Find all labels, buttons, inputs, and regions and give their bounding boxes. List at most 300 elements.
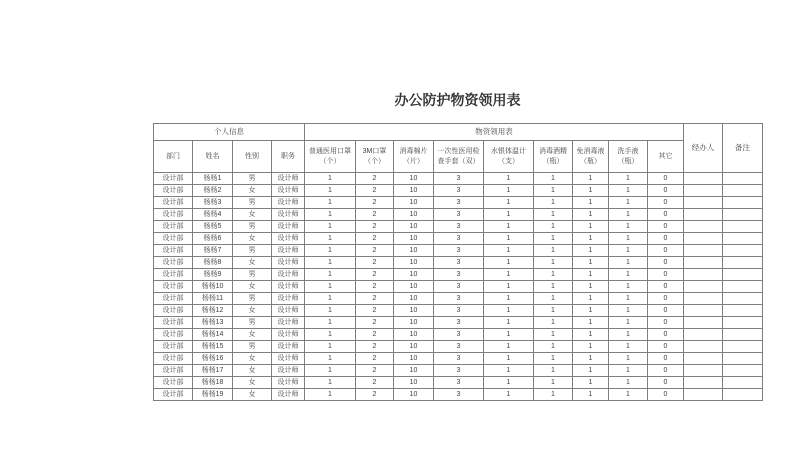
cell-alcohol: 1 [534, 377, 573, 389]
table-row [154, 209, 763, 221]
cell-exam-gloves: 3 [434, 245, 484, 257]
cell-note [723, 365, 763, 377]
column-header-handler: 经办人 [684, 124, 723, 173]
cell-no-rinse-sanitizer: 1 [573, 221, 609, 233]
group-header-personal-info: 个人信息 [154, 124, 305, 141]
cell-department: 设计部 [154, 329, 193, 341]
cell-disinfectant-wipe: 10 [394, 377, 434, 389]
table-row [154, 317, 763, 329]
cell-disinfectant-wipe: 10 [394, 305, 434, 317]
cell-exam-gloves: 3 [434, 257, 484, 269]
cell-handwash: 1 [609, 365, 648, 377]
cell-handwash: 1 [609, 317, 648, 329]
cell-thermometer: 1 [484, 305, 534, 317]
cell-mask-regular: 1 [305, 173, 356, 185]
cell-handler [684, 173, 723, 185]
cell-note [723, 245, 763, 257]
cell-alcohol: 1 [534, 197, 573, 209]
cell-mask-3m: 2 [356, 197, 394, 209]
cell-name: 杨杨1 [193, 173, 233, 185]
cell-exam-gloves: 3 [434, 305, 484, 317]
cell-alcohol: 1 [534, 281, 573, 293]
table-row [154, 377, 763, 389]
cell-mask-regular: 1 [305, 233, 356, 245]
cell-mask-regular: 1 [305, 353, 356, 365]
cell-department: 设计部 [154, 233, 193, 245]
cell-handwash: 1 [609, 353, 648, 365]
cell-handler [684, 269, 723, 281]
cell-name: 杨杨5 [193, 221, 233, 233]
table-row [154, 329, 763, 341]
cell-disinfectant-wipe: 10 [394, 353, 434, 365]
cell-gender: 女 [233, 389, 272, 401]
cell-gender: 男 [233, 221, 272, 233]
cell-name: 杨杨10 [193, 281, 233, 293]
cell-alcohol: 1 [534, 185, 573, 197]
cell-gender: 男 [233, 245, 272, 257]
cell-gender: 女 [233, 281, 272, 293]
cell-handler [684, 341, 723, 353]
cell-alcohol: 1 [534, 353, 573, 365]
cell-mask-regular: 1 [305, 377, 356, 389]
cell-alcohol: 1 [534, 269, 573, 281]
cell-name: 杨杨3 [193, 197, 233, 209]
cell-alcohol: 1 [534, 221, 573, 233]
cell-other: 0 [648, 221, 684, 233]
cell-disinfectant-wipe: 10 [394, 257, 434, 269]
cell-no-rinse-sanitizer: 1 [573, 389, 609, 401]
cell-note [723, 197, 763, 209]
cell-handler [684, 377, 723, 389]
cell-department: 设计部 [154, 173, 193, 185]
cell-exam-gloves: 3 [434, 329, 484, 341]
cell-other: 0 [648, 269, 684, 281]
cell-gender: 女 [233, 257, 272, 269]
cell-disinfectant-wipe: 10 [394, 389, 434, 401]
cell-other: 0 [648, 209, 684, 221]
cell-exam-gloves: 3 [434, 185, 484, 197]
cell-name: 杨杨9 [193, 269, 233, 281]
cell-note [723, 389, 763, 401]
cell-thermometer: 1 [484, 245, 534, 257]
cell-disinfectant-wipe: 10 [394, 245, 434, 257]
cell-disinfectant-wipe: 10 [394, 185, 434, 197]
cell-exam-gloves: 3 [434, 233, 484, 245]
cell-handler [684, 353, 723, 365]
cell-handwash: 1 [609, 257, 648, 269]
column-header-thermometer: 水银体温计（支） [484, 141, 534, 173]
cell-handwash: 1 [609, 197, 648, 209]
cell-alcohol: 1 [534, 257, 573, 269]
cell-department: 设计部 [154, 197, 193, 209]
cell-mask-regular: 1 [305, 197, 356, 209]
cell-handler [684, 365, 723, 377]
cell-note [723, 341, 763, 353]
cell-note [723, 209, 763, 221]
cell-thermometer: 1 [484, 269, 534, 281]
cell-mask-3m: 2 [356, 209, 394, 221]
table-body [154, 173, 763, 401]
column-header-no-rinse-sanitizer: 免消毒液（瓶） [573, 141, 609, 173]
cell-mask-3m: 2 [356, 245, 394, 257]
cell-gender: 女 [233, 329, 272, 341]
cell-mask-regular: 1 [305, 389, 356, 401]
cell-name: 杨杨12 [193, 305, 233, 317]
cell-handwash: 1 [609, 185, 648, 197]
cell-exam-gloves: 3 [434, 317, 484, 329]
cell-mask-regular: 1 [305, 305, 356, 317]
cell-disinfectant-wipe: 10 [394, 341, 434, 353]
cell-gender: 女 [233, 377, 272, 389]
cell-other: 0 [648, 365, 684, 377]
cell-handler [684, 281, 723, 293]
table-row [154, 341, 763, 353]
cell-handwash: 1 [609, 173, 648, 185]
cell-handler [684, 305, 723, 317]
cell-thermometer: 1 [484, 257, 534, 269]
cell-gender: 女 [233, 233, 272, 245]
group-header-supplies: 物资领用表 [305, 124, 684, 141]
cell-alcohol: 1 [534, 329, 573, 341]
cell-thermometer: 1 [484, 185, 534, 197]
cell-exam-gloves: 3 [434, 341, 484, 353]
cell-other: 0 [648, 341, 684, 353]
cell-mask-regular: 1 [305, 185, 356, 197]
column-header-row [154, 141, 763, 173]
cell-mask-regular: 1 [305, 317, 356, 329]
cell-department: 设计部 [154, 317, 193, 329]
cell-mask-regular: 1 [305, 269, 356, 281]
cell-mask-3m: 2 [356, 269, 394, 281]
cell-mask-3m: 2 [356, 305, 394, 317]
cell-other: 0 [648, 293, 684, 305]
cell-alcohol: 1 [534, 305, 573, 317]
cell-name: 杨杨14 [193, 329, 233, 341]
table-row [154, 293, 763, 305]
cell-disinfectant-wipe: 10 [394, 221, 434, 233]
cell-handler [684, 257, 723, 269]
cell-position: 设计师 [272, 281, 305, 293]
cell-gender: 女 [233, 305, 272, 317]
cell-department: 设计部 [154, 353, 193, 365]
cell-other: 0 [648, 305, 684, 317]
cell-no-rinse-sanitizer: 1 [573, 245, 609, 257]
cell-thermometer: 1 [484, 209, 534, 221]
cell-handler [684, 245, 723, 257]
column-header-mask-3m: 3M口罩（个） [356, 141, 394, 173]
cell-exam-gloves: 3 [434, 209, 484, 221]
cell-disinfectant-wipe: 10 [394, 173, 434, 185]
cell-exam-gloves: 3 [434, 293, 484, 305]
cell-other: 0 [648, 377, 684, 389]
cell-mask-regular: 1 [305, 329, 356, 341]
cell-position: 设计师 [272, 269, 305, 281]
cell-position: 设计师 [272, 245, 305, 257]
cell-disinfectant-wipe: 10 [394, 197, 434, 209]
cell-no-rinse-sanitizer: 1 [573, 185, 609, 197]
cell-note [723, 269, 763, 281]
cell-mask-regular: 1 [305, 209, 356, 221]
cell-handwash: 1 [609, 209, 648, 221]
cell-gender: 男 [233, 293, 272, 305]
cell-mask-3m: 2 [356, 233, 394, 245]
column-header-exam-gloves: 一次性医用检查手套（双） [434, 141, 484, 173]
cell-position: 设计师 [272, 197, 305, 209]
cell-handler [684, 185, 723, 197]
cell-position: 设计师 [272, 221, 305, 233]
cell-handler [684, 221, 723, 233]
cell-department: 设计部 [154, 269, 193, 281]
column-header-alcohol: 消毒酒精（瓶） [534, 141, 573, 173]
cell-mask-regular: 1 [305, 293, 356, 305]
cell-other: 0 [648, 197, 684, 209]
cell-note [723, 353, 763, 365]
cell-name: 杨杨15 [193, 341, 233, 353]
cell-department: 设计部 [154, 281, 193, 293]
cell-alcohol: 1 [534, 365, 573, 377]
cell-other: 0 [648, 317, 684, 329]
cell-name: 杨杨8 [193, 257, 233, 269]
table-row [154, 197, 763, 209]
column-header-department: 部门 [154, 141, 193, 173]
cell-disinfectant-wipe: 10 [394, 293, 434, 305]
cell-other: 0 [648, 185, 684, 197]
cell-thermometer: 1 [484, 353, 534, 365]
cell-alcohol: 1 [534, 293, 573, 305]
cell-handler [684, 293, 723, 305]
cell-exam-gloves: 3 [434, 197, 484, 209]
cell-handwash: 1 [609, 341, 648, 353]
cell-thermometer: 1 [484, 365, 534, 377]
cell-no-rinse-sanitizer: 1 [573, 257, 609, 269]
cell-name: 杨杨2 [193, 185, 233, 197]
cell-gender: 男 [233, 269, 272, 281]
cell-note [723, 257, 763, 269]
cell-department: 设计部 [154, 209, 193, 221]
cell-exam-gloves: 3 [434, 377, 484, 389]
table-row [154, 173, 763, 185]
cell-note [723, 221, 763, 233]
cell-no-rinse-sanitizer: 1 [573, 209, 609, 221]
cell-disinfectant-wipe: 10 [394, 209, 434, 221]
cell-alcohol: 1 [534, 341, 573, 353]
cell-name: 杨杨16 [193, 353, 233, 365]
cell-position: 设计师 [272, 233, 305, 245]
cell-no-rinse-sanitizer: 1 [573, 365, 609, 377]
cell-note [723, 233, 763, 245]
cell-thermometer: 1 [484, 377, 534, 389]
cell-mask-3m: 2 [356, 173, 394, 185]
cell-other: 0 [648, 389, 684, 401]
cell-disinfectant-wipe: 10 [394, 269, 434, 281]
column-header-name: 姓名 [193, 141, 233, 173]
cell-note [723, 293, 763, 305]
cell-other: 0 [648, 329, 684, 341]
cell-alcohol: 1 [534, 173, 573, 185]
table-row [154, 185, 763, 197]
cell-handwash: 1 [609, 305, 648, 317]
cell-no-rinse-sanitizer: 1 [573, 173, 609, 185]
cell-handwash: 1 [609, 377, 648, 389]
cell-department: 设计部 [154, 185, 193, 197]
cell-mask-3m: 2 [356, 221, 394, 233]
cell-gender: 男 [233, 197, 272, 209]
cell-position: 设计师 [272, 329, 305, 341]
cell-department: 设计部 [154, 245, 193, 257]
cell-note [723, 377, 763, 389]
cell-no-rinse-sanitizer: 1 [573, 269, 609, 281]
table-row [154, 389, 763, 401]
cell-no-rinse-sanitizer: 1 [573, 305, 609, 317]
cell-thermometer: 1 [484, 281, 534, 293]
cell-mask-3m: 2 [356, 293, 394, 305]
cell-note [723, 173, 763, 185]
cell-mask-3m: 2 [356, 329, 394, 341]
cell-department: 设计部 [154, 221, 193, 233]
cell-gender: 女 [233, 209, 272, 221]
cell-name: 杨杨6 [193, 233, 233, 245]
cell-exam-gloves: 3 [434, 281, 484, 293]
cell-no-rinse-sanitizer: 1 [573, 281, 609, 293]
cell-mask-3m: 2 [356, 317, 394, 329]
cell-exam-gloves: 3 [434, 221, 484, 233]
cell-position: 设计师 [272, 209, 305, 221]
cell-position: 设计师 [272, 293, 305, 305]
cell-mask-3m: 2 [356, 281, 394, 293]
supplies-table [153, 123, 763, 401]
cell-no-rinse-sanitizer: 1 [573, 197, 609, 209]
cell-note [723, 317, 763, 329]
cell-handler [684, 209, 723, 221]
cell-no-rinse-sanitizer: 1 [573, 317, 609, 329]
column-header-other: 其它 [648, 141, 684, 173]
cell-position: 设计师 [272, 305, 305, 317]
cell-gender: 男 [233, 173, 272, 185]
cell-note [723, 305, 763, 317]
cell-gender: 男 [233, 317, 272, 329]
cell-name: 杨杨17 [193, 365, 233, 377]
cell-department: 设计部 [154, 377, 193, 389]
cell-department: 设计部 [154, 365, 193, 377]
cell-mask-3m: 2 [356, 341, 394, 353]
table-row [154, 365, 763, 377]
group-header-row [154, 124, 763, 141]
column-header-disinfectant-wipe: 消毒棉片（片） [394, 141, 434, 173]
cell-mask-regular: 1 [305, 221, 356, 233]
cell-other: 0 [648, 257, 684, 269]
cell-other: 0 [648, 353, 684, 365]
cell-position: 设计师 [272, 377, 305, 389]
cell-exam-gloves: 3 [434, 353, 484, 365]
cell-thermometer: 1 [484, 317, 534, 329]
cell-mask-regular: 1 [305, 257, 356, 269]
cell-mask-3m: 2 [356, 185, 394, 197]
cell-alcohol: 1 [534, 233, 573, 245]
column-header-note: 备注 [723, 124, 763, 173]
cell-position: 设计师 [272, 389, 305, 401]
cell-alcohol: 1 [534, 389, 573, 401]
cell-department: 设计部 [154, 257, 193, 269]
cell-position: 设计师 [272, 317, 305, 329]
cell-gender: 女 [233, 185, 272, 197]
cell-thermometer: 1 [484, 233, 534, 245]
cell-mask-3m: 2 [356, 257, 394, 269]
page-title: 办公防护物资领用表 [394, 92, 521, 108]
cell-thermometer: 1 [484, 341, 534, 353]
cell-note [723, 281, 763, 293]
cell-handler [684, 389, 723, 401]
cell-disinfectant-wipe: 10 [394, 317, 434, 329]
cell-mask-regular: 1 [305, 365, 356, 377]
cell-disinfectant-wipe: 10 [394, 281, 434, 293]
cell-department: 设计部 [154, 293, 193, 305]
table-row [154, 281, 763, 293]
cell-position: 设计师 [272, 353, 305, 365]
cell-thermometer: 1 [484, 329, 534, 341]
cell-no-rinse-sanitizer: 1 [573, 293, 609, 305]
cell-no-rinse-sanitizer: 1 [573, 377, 609, 389]
cell-handwash: 1 [609, 233, 648, 245]
table-row [154, 245, 763, 257]
cell-exam-gloves: 3 [434, 173, 484, 185]
cell-mask-regular: 1 [305, 341, 356, 353]
cell-position: 设计师 [272, 173, 305, 185]
cell-position: 设计师 [272, 185, 305, 197]
cell-position: 设计师 [272, 365, 305, 377]
cell-alcohol: 1 [534, 245, 573, 257]
cell-name: 杨杨7 [193, 245, 233, 257]
cell-thermometer: 1 [484, 389, 534, 401]
cell-name: 杨杨18 [193, 377, 233, 389]
table-row [154, 269, 763, 281]
cell-department: 设计部 [154, 341, 193, 353]
cell-handwash: 1 [609, 329, 648, 341]
cell-handler [684, 317, 723, 329]
cell-handwash: 1 [609, 221, 648, 233]
cell-other: 0 [648, 245, 684, 257]
cell-name: 杨杨19 [193, 389, 233, 401]
cell-other: 0 [648, 233, 684, 245]
column-header-position: 职务 [272, 141, 305, 173]
cell-position: 设计师 [272, 257, 305, 269]
cell-handwash: 1 [609, 389, 648, 401]
cell-mask-3m: 2 [356, 353, 394, 365]
cell-handler [684, 329, 723, 341]
cell-department: 设计部 [154, 305, 193, 317]
cell-gender: 男 [233, 341, 272, 353]
cell-note [723, 329, 763, 341]
cell-mask-3m: 2 [356, 389, 394, 401]
cell-name: 杨杨4 [193, 209, 233, 221]
cell-disinfectant-wipe: 10 [394, 233, 434, 245]
cell-no-rinse-sanitizer: 1 [573, 329, 609, 341]
cell-no-rinse-sanitizer: 1 [573, 233, 609, 245]
cell-disinfectant-wipe: 10 [394, 329, 434, 341]
cell-handwash: 1 [609, 245, 648, 257]
table-row [154, 353, 763, 365]
cell-thermometer: 1 [484, 197, 534, 209]
table-row [154, 221, 763, 233]
cell-disinfectant-wipe: 10 [394, 365, 434, 377]
cell-mask-regular: 1 [305, 281, 356, 293]
cell-name: 杨杨13 [193, 317, 233, 329]
column-header-mask-regular: 普通医用口罩（个） [305, 141, 356, 173]
cell-alcohol: 1 [534, 209, 573, 221]
cell-thermometer: 1 [484, 293, 534, 305]
cell-mask-regular: 1 [305, 245, 356, 257]
cell-name: 杨杨11 [193, 293, 233, 305]
cell-no-rinse-sanitizer: 1 [573, 341, 609, 353]
